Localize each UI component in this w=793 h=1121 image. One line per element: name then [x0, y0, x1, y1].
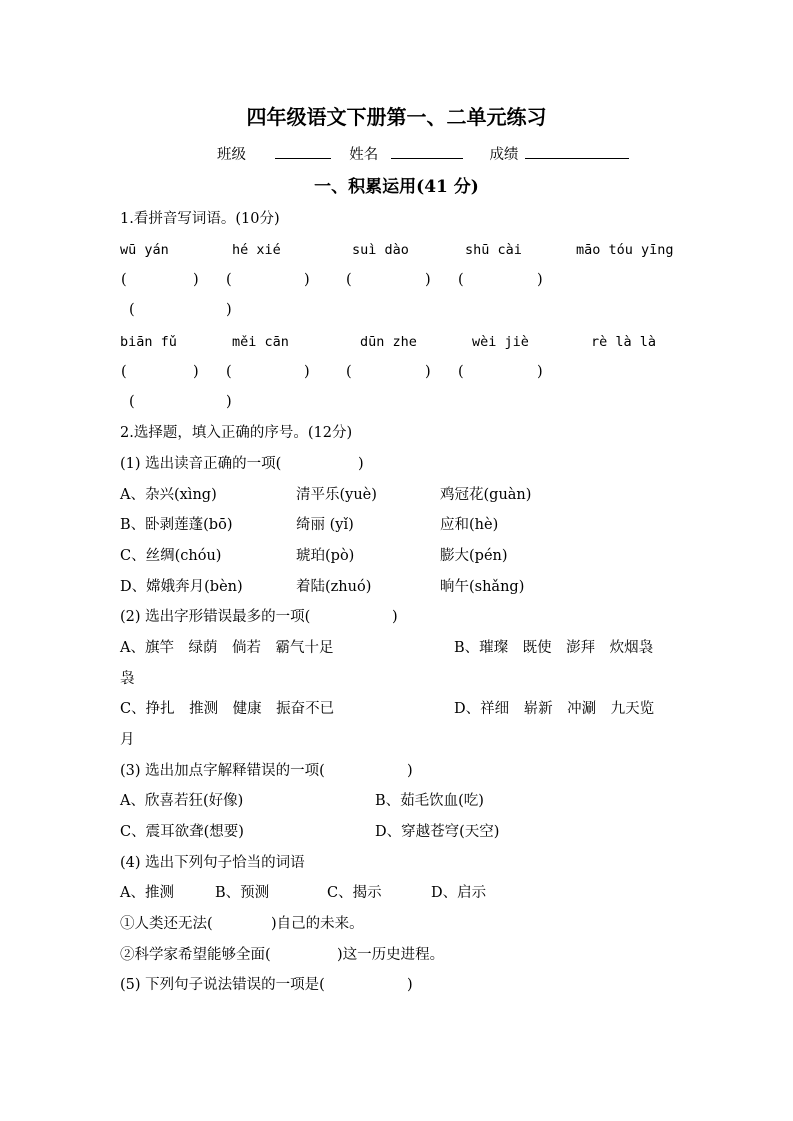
- pinyin-item: shū cài: [465, 242, 522, 258]
- option-a-word: 清平乐(yuè): [296, 487, 377, 503]
- q1-heading: 1.看拼音写词语。(10分): [120, 211, 280, 227]
- answer-bracket-close: ): [304, 364, 310, 380]
- q2-sub1-prompt: (1) 选出读音正确的一项(: [120, 456, 282, 472]
- class-field[interactable]: [275, 143, 331, 159]
- answer-bracket-close: ): [304, 272, 310, 288]
- q2-sub4-prompt: (4) 选出下列句子恰当的词语: [120, 855, 305, 871]
- option-a: A、杂兴(xìng): [120, 487, 217, 503]
- answer-bracket-open: (: [121, 364, 127, 380]
- option-a-word: 鸡冠花(guàn): [440, 487, 532, 503]
- pinyin-item: rè là là: [591, 334, 657, 350]
- answer-bracket-close: ): [425, 272, 431, 288]
- option-b-wrap: 袅: [120, 671, 135, 687]
- answer-bracket-open: (: [226, 272, 232, 288]
- option-b-word: 绮丽 (yǐ): [296, 517, 354, 533]
- pinyin-item: suì dào: [352, 242, 409, 258]
- sentence-2-start: ②科学家希望能够全面(: [120, 947, 271, 963]
- option-d-wrap: 月: [120, 732, 135, 748]
- option-d: D、穿越苍穹(天空): [375, 824, 500, 840]
- option-b: B、茹毛饮血(吃): [375, 793, 484, 809]
- option-d: D、祥细 崭新 冲涮 九天览: [454, 701, 655, 717]
- answer-bracket-open: (: [226, 364, 232, 380]
- answer-bracket-open: (: [346, 272, 352, 288]
- answer-bracket-open: (: [458, 272, 464, 288]
- sentence-1-end: )自己的未来。: [271, 916, 364, 932]
- sentence-1-start: ①人类还无法(: [120, 916, 213, 932]
- class-label: 班级: [217, 147, 246, 163]
- student-info: [217, 143, 629, 165]
- answer-bracket-open: (: [129, 394, 135, 410]
- q2-sub1-bracket-close: ): [358, 456, 364, 472]
- q2-heading: 2.选择题，填入正确的序号。(12分): [120, 425, 353, 441]
- option-d: D、嫦娥奔月(bèn): [120, 579, 243, 595]
- answer-bracket-close: ): [193, 364, 199, 380]
- answer-bracket-close: ): [537, 364, 543, 380]
- answer-bracket-close: ): [226, 302, 232, 318]
- option-b: B、卧剥莲蓬(bō): [120, 517, 233, 533]
- option-a: A、旗竿 绿荫 倘若 霸气十足: [120, 640, 334, 656]
- option-b: B、预测: [215, 885, 270, 901]
- pinyin-item: hé xié: [232, 242, 281, 258]
- answer-bracket-open: (: [458, 364, 464, 380]
- q2-sub3-prompt: (3) 选出加点字解释错误的一项(: [120, 763, 325, 779]
- pinyin-item: biān fǔ: [120, 334, 177, 350]
- option-c: C、丝绸(chóu): [120, 548, 222, 564]
- option-c-word: 琥珀(pò): [296, 548, 355, 564]
- option-b-word: 应和(hè): [440, 517, 499, 533]
- q2-sub3-bracket-close: ): [407, 763, 413, 779]
- answer-bracket-open: (: [346, 364, 352, 380]
- answer-bracket-close: ): [226, 394, 232, 410]
- answer-bracket-close: ): [425, 364, 431, 380]
- answer-bracket-open: (: [129, 302, 135, 318]
- name-field[interactable]: [391, 143, 463, 159]
- score-field[interactable]: [525, 143, 629, 159]
- option-c-word: 膨大(pén): [440, 548, 508, 564]
- answer-bracket-close: ): [193, 272, 199, 288]
- pinyin-item: měi cān: [232, 334, 289, 350]
- q2-sub2-bracket-close: ): [392, 609, 398, 625]
- answer-bracket-open: (: [121, 272, 127, 288]
- option-d-word: 晌午(shǎng): [440, 579, 525, 595]
- page-title: 四年级语文下册第一、二单元练习: [246, 105, 547, 129]
- name-label: 姓名: [349, 147, 379, 163]
- option-d: D、启示: [431, 885, 487, 901]
- answer-bracket-close: ): [537, 272, 543, 288]
- pinyin-item: wū yán: [120, 242, 169, 258]
- pinyin-item: dūn zhe: [360, 334, 417, 350]
- pinyin-item: wèi jiè: [472, 334, 529, 350]
- score-label: 成绩: [489, 147, 519, 163]
- section-heading: 一、积累运用(41 分): [314, 177, 479, 197]
- option-a: A、欣喜若狂(好像): [120, 793, 244, 809]
- option-d-word: 着陆(zhuó): [296, 579, 372, 595]
- pinyin-item: māo tóu yīng: [576, 242, 674, 258]
- option-c: C、揭示: [327, 885, 382, 901]
- option-a: A、推测: [120, 885, 174, 901]
- option-c: C、挣扎 推测 健康 振奋不已: [120, 701, 335, 717]
- option-b: B、璀璨 既使 澎拜 炊烟袅: [454, 640, 654, 656]
- q2-sub2-prompt: (2) 选出字形错误最多的一项(: [120, 609, 311, 625]
- sentence-2-end: )这一历史进程。: [337, 947, 445, 963]
- q2-sub5-prompt: (5) 下列句子说法错误的一项是(: [120, 977, 325, 993]
- option-c: C、震耳欲聋(想要): [120, 824, 244, 840]
- q2-sub5-bracket-close: ): [407, 977, 413, 993]
